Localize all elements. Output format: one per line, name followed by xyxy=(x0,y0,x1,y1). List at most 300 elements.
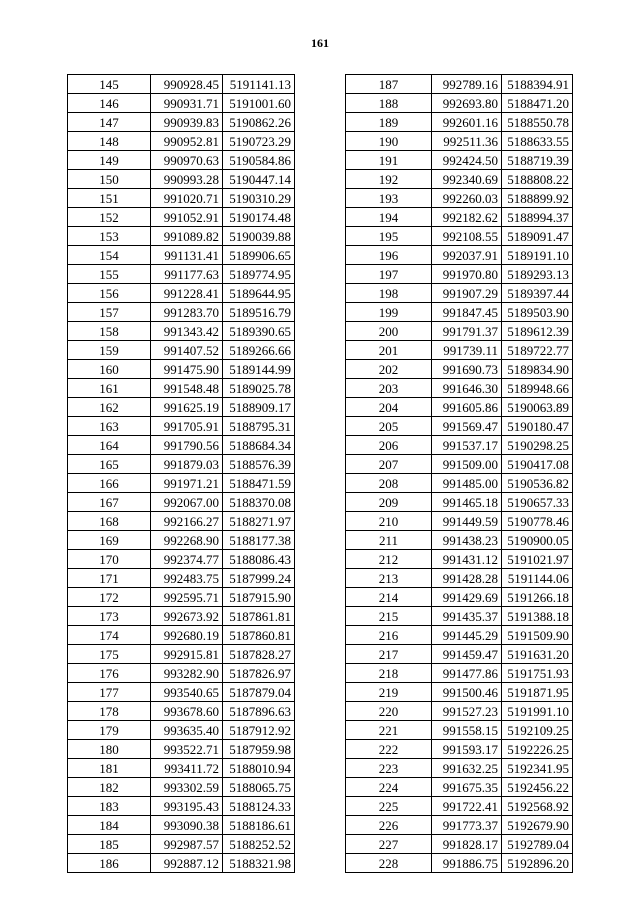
x-coordinate-cell: 991593.17 xyxy=(432,740,502,759)
y-coordinate-cell: 5188719.39 xyxy=(502,151,573,170)
y-coordinate-cell: 5191751.93 xyxy=(502,664,573,683)
y-coordinate-cell: 5191001.60 xyxy=(223,94,295,113)
y-coordinate-cell: 5188633.55 xyxy=(502,132,573,151)
table-row xyxy=(68,303,295,322)
y-coordinate-cell: 5188370.08 xyxy=(223,493,295,512)
x-coordinate-cell: 992268.90 xyxy=(151,531,223,550)
point-number-cell: 156 xyxy=(68,284,151,303)
x-coordinate-cell: 992260.03 xyxy=(432,189,502,208)
point-number-cell: 173 xyxy=(68,607,151,626)
table-row xyxy=(346,341,573,360)
y-coordinate-cell: 5190584.86 xyxy=(223,151,295,170)
point-number-cell: 198 xyxy=(346,284,432,303)
x-coordinate-cell: 992424.50 xyxy=(432,151,502,170)
y-coordinate-cell: 5189722.77 xyxy=(502,341,573,360)
point-number-cell: 155 xyxy=(68,265,151,284)
point-number-cell: 172 xyxy=(68,588,151,607)
point-number-cell: 168 xyxy=(68,512,151,531)
table-row xyxy=(68,75,295,94)
point-number-cell: 218 xyxy=(346,664,432,683)
table-row xyxy=(346,227,573,246)
table-row xyxy=(346,379,573,398)
y-coordinate-cell: 5188909.17 xyxy=(223,398,295,417)
point-number-cell: 192 xyxy=(346,170,432,189)
y-coordinate-cell: 5190039.88 xyxy=(223,227,295,246)
table-row xyxy=(68,816,295,835)
point-number-cell: 165 xyxy=(68,455,151,474)
x-coordinate-cell: 991828.17 xyxy=(432,835,502,854)
y-coordinate-cell: 5189612.39 xyxy=(502,322,573,341)
y-coordinate-cell: 5192109.25 xyxy=(502,721,573,740)
table-row xyxy=(68,113,295,132)
x-coordinate-cell: 992340.69 xyxy=(432,170,502,189)
point-number-cell: 194 xyxy=(346,208,432,227)
table-row xyxy=(68,854,295,873)
x-coordinate-cell: 991131.41 xyxy=(151,246,223,265)
y-coordinate-cell: 5189774.95 xyxy=(223,265,295,284)
y-coordinate-cell: 5190900.05 xyxy=(502,531,573,550)
x-coordinate-cell: 993195.43 xyxy=(151,797,223,816)
table-row xyxy=(68,778,295,797)
point-number-cell: 219 xyxy=(346,683,432,702)
table-row xyxy=(68,550,295,569)
table-row xyxy=(68,474,295,493)
x-coordinate-cell: 991971.21 xyxy=(151,474,223,493)
y-coordinate-cell: 5192789.04 xyxy=(502,835,573,854)
x-coordinate-cell: 992789.16 xyxy=(432,75,502,94)
x-coordinate-cell: 991569.47 xyxy=(432,417,502,436)
x-coordinate-cell: 991791.37 xyxy=(432,322,502,341)
table-row xyxy=(68,664,295,683)
point-number-cell: 216 xyxy=(346,626,432,645)
table-row xyxy=(346,721,573,740)
x-coordinate-cell: 992483.75 xyxy=(151,569,223,588)
x-coordinate-cell: 992067.00 xyxy=(151,493,223,512)
x-coordinate-cell: 991847.45 xyxy=(432,303,502,322)
y-coordinate-cell: 5189503.90 xyxy=(502,303,573,322)
x-coordinate-cell: 992511.36 xyxy=(432,132,502,151)
table-row xyxy=(68,341,295,360)
table-row xyxy=(346,778,573,797)
x-coordinate-cell: 991052.91 xyxy=(151,208,223,227)
point-number-cell: 227 xyxy=(346,835,432,854)
table-row xyxy=(346,683,573,702)
point-number-cell: 223 xyxy=(346,759,432,778)
x-coordinate-cell: 991605.86 xyxy=(432,398,502,417)
y-coordinate-cell: 5190298.25 xyxy=(502,436,573,455)
table-row xyxy=(68,607,295,626)
point-number-cell: 220 xyxy=(346,702,432,721)
y-coordinate-cell: 5189644.95 xyxy=(223,284,295,303)
y-coordinate-cell: 5187915.90 xyxy=(223,588,295,607)
point-number-cell: 193 xyxy=(346,189,432,208)
y-coordinate-cell: 5188177.38 xyxy=(223,531,295,550)
point-number-cell: 150 xyxy=(68,170,151,189)
y-coordinate-cell: 5192456.22 xyxy=(502,778,573,797)
y-coordinate-cell: 5189091.47 xyxy=(502,227,573,246)
x-coordinate-cell: 991020.71 xyxy=(151,189,223,208)
x-coordinate-cell: 993522.71 xyxy=(151,740,223,759)
y-coordinate-cell: 5190862.26 xyxy=(223,113,295,132)
table-row xyxy=(68,493,295,512)
table-row xyxy=(68,512,295,531)
table-row xyxy=(68,189,295,208)
table-row xyxy=(346,284,573,303)
point-number-cell: 166 xyxy=(68,474,151,493)
point-number-cell: 206 xyxy=(346,436,432,455)
table-row xyxy=(68,151,295,170)
y-coordinate-cell: 5189191.10 xyxy=(502,246,573,265)
table-row xyxy=(68,797,295,816)
table-row xyxy=(68,227,295,246)
x-coordinate-cell: 991970.80 xyxy=(432,265,502,284)
x-coordinate-cell: 991465.18 xyxy=(432,493,502,512)
y-coordinate-cell: 5192568.92 xyxy=(502,797,573,816)
point-number-cell: 204 xyxy=(346,398,432,417)
point-number-cell: 203 xyxy=(346,379,432,398)
x-coordinate-cell: 991459.47 xyxy=(432,645,502,664)
x-coordinate-cell: 991435.37 xyxy=(432,607,502,626)
x-coordinate-cell: 991705.91 xyxy=(151,417,223,436)
point-number-cell: 196 xyxy=(346,246,432,265)
x-coordinate-cell: 992693.80 xyxy=(432,94,502,113)
table-row xyxy=(346,664,573,683)
table-row xyxy=(346,816,573,835)
table-row xyxy=(68,360,295,379)
x-coordinate-cell: 992987.57 xyxy=(151,835,223,854)
x-coordinate-cell: 991449.59 xyxy=(432,512,502,531)
y-coordinate-cell: 5190657.33 xyxy=(502,493,573,512)
y-coordinate-cell: 5188124.33 xyxy=(223,797,295,816)
point-number-cell: 154 xyxy=(68,246,151,265)
y-coordinate-cell: 5188550.78 xyxy=(502,113,573,132)
x-coordinate-cell: 993540.65 xyxy=(151,683,223,702)
x-coordinate-cell: 992595.71 xyxy=(151,588,223,607)
x-coordinate-cell: 993302.59 xyxy=(151,778,223,797)
y-coordinate-cell: 5188065.75 xyxy=(223,778,295,797)
table-row xyxy=(346,512,573,531)
table-row xyxy=(346,531,573,550)
point-number-cell: 199 xyxy=(346,303,432,322)
x-coordinate-cell: 990931.71 xyxy=(151,94,223,113)
x-coordinate-cell: 990993.28 xyxy=(151,170,223,189)
point-number-cell: 174 xyxy=(68,626,151,645)
table-row xyxy=(68,436,295,455)
table-row xyxy=(346,94,573,113)
x-coordinate-cell: 990939.83 xyxy=(151,113,223,132)
table-row xyxy=(68,531,295,550)
point-number-cell: 191 xyxy=(346,151,432,170)
point-number-cell: 208 xyxy=(346,474,432,493)
y-coordinate-cell: 5192896.20 xyxy=(502,854,573,873)
point-number-cell: 213 xyxy=(346,569,432,588)
x-coordinate-cell: 990928.45 xyxy=(151,75,223,94)
table-row xyxy=(346,550,573,569)
table-row xyxy=(346,170,573,189)
y-coordinate-cell: 5188394.91 xyxy=(502,75,573,94)
point-number-cell: 169 xyxy=(68,531,151,550)
y-coordinate-cell: 5189144.99 xyxy=(223,360,295,379)
table-row xyxy=(68,626,295,645)
x-coordinate-cell: 991773.37 xyxy=(432,816,502,835)
x-coordinate-cell: 990970.63 xyxy=(151,151,223,170)
point-number-cell: 209 xyxy=(346,493,432,512)
coordinates-table-left xyxy=(67,74,295,873)
x-coordinate-cell: 992601.16 xyxy=(432,113,502,132)
x-coordinate-cell: 991632.25 xyxy=(432,759,502,778)
y-coordinate-cell: 5190174.48 xyxy=(223,208,295,227)
point-number-cell: 201 xyxy=(346,341,432,360)
table-row xyxy=(68,683,295,702)
table-row xyxy=(346,189,573,208)
table-row xyxy=(346,835,573,854)
x-coordinate-cell: 991407.52 xyxy=(151,341,223,360)
x-coordinate-cell: 992887.12 xyxy=(151,854,223,873)
y-coordinate-cell: 5188010.94 xyxy=(223,759,295,778)
point-number-cell: 224 xyxy=(346,778,432,797)
table-row xyxy=(346,797,573,816)
x-coordinate-cell: 991537.17 xyxy=(432,436,502,455)
point-number-cell: 189 xyxy=(346,113,432,132)
table-row xyxy=(346,569,573,588)
x-coordinate-cell: 992108.55 xyxy=(432,227,502,246)
x-coordinate-cell: 991445.29 xyxy=(432,626,502,645)
point-number-cell: 188 xyxy=(346,94,432,113)
table-row xyxy=(68,740,295,759)
table-row xyxy=(68,265,295,284)
x-coordinate-cell: 993678.60 xyxy=(151,702,223,721)
x-coordinate-cell: 991343.42 xyxy=(151,322,223,341)
table-row xyxy=(68,702,295,721)
point-number-cell: 159 xyxy=(68,341,151,360)
y-coordinate-cell: 5188684.34 xyxy=(223,436,295,455)
point-number-cell: 212 xyxy=(346,550,432,569)
table-row xyxy=(346,474,573,493)
x-coordinate-cell: 991558.15 xyxy=(432,721,502,740)
point-number-cell: 162 xyxy=(68,398,151,417)
table-row xyxy=(346,645,573,664)
table-row xyxy=(68,588,295,607)
y-coordinate-cell: 5188808.22 xyxy=(502,170,573,189)
table-body xyxy=(68,75,295,873)
table-row xyxy=(346,246,573,265)
point-number-cell: 182 xyxy=(68,778,151,797)
table-row xyxy=(68,170,295,189)
point-number-cell: 221 xyxy=(346,721,432,740)
point-number-cell: 184 xyxy=(68,816,151,835)
y-coordinate-cell: 5192341.95 xyxy=(502,759,573,778)
x-coordinate-cell: 993411.72 xyxy=(151,759,223,778)
y-coordinate-cell: 5189906.65 xyxy=(223,246,295,265)
y-coordinate-cell: 5190063.89 xyxy=(502,398,573,417)
table-row xyxy=(68,132,295,151)
x-coordinate-cell: 992037.91 xyxy=(432,246,502,265)
x-coordinate-cell: 991675.35 xyxy=(432,778,502,797)
y-coordinate-cell: 5191266.18 xyxy=(502,588,573,607)
y-coordinate-cell: 5189516.79 xyxy=(223,303,295,322)
point-number-cell: 170 xyxy=(68,550,151,569)
point-number-cell: 190 xyxy=(346,132,432,151)
table-row xyxy=(346,740,573,759)
y-coordinate-cell: 5189025.78 xyxy=(223,379,295,398)
point-number-cell: 152 xyxy=(68,208,151,227)
point-number-cell: 178 xyxy=(68,702,151,721)
point-number-cell: 207 xyxy=(346,455,432,474)
y-coordinate-cell: 5191631.20 xyxy=(502,645,573,664)
point-number-cell: 179 xyxy=(68,721,151,740)
y-coordinate-cell: 5188795.31 xyxy=(223,417,295,436)
table-row xyxy=(346,398,573,417)
y-coordinate-cell: 5187860.81 xyxy=(223,626,295,645)
point-number-cell: 146 xyxy=(68,94,151,113)
point-number-cell: 151 xyxy=(68,189,151,208)
table-row xyxy=(346,436,573,455)
y-coordinate-cell: 5192226.25 xyxy=(502,740,573,759)
point-number-cell: 148 xyxy=(68,132,151,151)
y-coordinate-cell: 5190447.14 xyxy=(223,170,295,189)
table-row xyxy=(346,208,573,227)
y-coordinate-cell: 5191871.95 xyxy=(502,683,573,702)
point-number-cell: 202 xyxy=(346,360,432,379)
table-row xyxy=(346,303,573,322)
point-number-cell: 226 xyxy=(346,816,432,835)
point-number-cell: 158 xyxy=(68,322,151,341)
y-coordinate-cell: 5190536.82 xyxy=(502,474,573,493)
x-coordinate-cell: 991907.29 xyxy=(432,284,502,303)
x-coordinate-cell: 991177.63 xyxy=(151,265,223,284)
y-coordinate-cell: 5188994.37 xyxy=(502,208,573,227)
table-row xyxy=(346,607,573,626)
point-number-cell: 163 xyxy=(68,417,151,436)
y-coordinate-cell: 5189948.66 xyxy=(502,379,573,398)
y-coordinate-cell: 5191509.90 xyxy=(502,626,573,645)
x-coordinate-cell: 992182.62 xyxy=(432,208,502,227)
table-row xyxy=(68,398,295,417)
x-coordinate-cell: 992915.81 xyxy=(151,645,223,664)
y-coordinate-cell: 5191144.06 xyxy=(502,569,573,588)
table-row xyxy=(346,455,573,474)
coordinates-table-right xyxy=(345,74,573,873)
y-coordinate-cell: 5187896.63 xyxy=(223,702,295,721)
table-row xyxy=(68,721,295,740)
point-number-cell: 217 xyxy=(346,645,432,664)
y-coordinate-cell: 5192679.90 xyxy=(502,816,573,835)
point-number-cell: 195 xyxy=(346,227,432,246)
y-coordinate-cell: 5191388.18 xyxy=(502,607,573,626)
x-coordinate-cell: 991690.73 xyxy=(432,360,502,379)
table-row xyxy=(68,835,295,854)
y-coordinate-cell: 5189293.13 xyxy=(502,265,573,284)
y-coordinate-cell: 5188899.92 xyxy=(502,189,573,208)
y-coordinate-cell: 5191141.13 xyxy=(223,75,295,94)
point-number-cell: 180 xyxy=(68,740,151,759)
table-row xyxy=(346,854,573,873)
table-row xyxy=(68,94,295,113)
x-coordinate-cell: 991625.19 xyxy=(151,398,223,417)
y-coordinate-cell: 5188471.59 xyxy=(223,474,295,493)
x-coordinate-cell: 991431.12 xyxy=(432,550,502,569)
point-number-cell: 147 xyxy=(68,113,151,132)
y-coordinate-cell: 5190417.08 xyxy=(502,455,573,474)
x-coordinate-cell: 991475.90 xyxy=(151,360,223,379)
x-coordinate-cell: 991886.75 xyxy=(432,854,502,873)
x-coordinate-cell: 991477.86 xyxy=(432,664,502,683)
y-coordinate-cell: 5187861.81 xyxy=(223,607,295,626)
table-row xyxy=(346,75,573,94)
table-row xyxy=(346,417,573,436)
point-number-cell: 175 xyxy=(68,645,151,664)
table-row xyxy=(68,208,295,227)
point-number-cell: 205 xyxy=(346,417,432,436)
table-row xyxy=(346,759,573,778)
y-coordinate-cell: 5188186.61 xyxy=(223,816,295,835)
y-coordinate-cell: 5187959.98 xyxy=(223,740,295,759)
point-number-cell: 145 xyxy=(68,75,151,94)
x-coordinate-cell: 991879.03 xyxy=(151,455,223,474)
table-row xyxy=(68,569,295,588)
table-row xyxy=(346,702,573,721)
y-coordinate-cell: 5191991.10 xyxy=(502,702,573,721)
y-coordinate-cell: 5189266.66 xyxy=(223,341,295,360)
table-row xyxy=(68,759,295,778)
point-number-cell: 186 xyxy=(68,854,151,873)
x-coordinate-cell: 991283.70 xyxy=(151,303,223,322)
y-coordinate-cell: 5187999.24 xyxy=(223,569,295,588)
point-number-cell: 164 xyxy=(68,436,151,455)
y-coordinate-cell: 5188321.98 xyxy=(223,854,295,873)
point-number-cell: 181 xyxy=(68,759,151,778)
x-coordinate-cell: 990952.81 xyxy=(151,132,223,151)
table-row xyxy=(346,151,573,170)
x-coordinate-cell: 991739.11 xyxy=(432,341,502,360)
point-number-cell: 161 xyxy=(68,379,151,398)
y-coordinate-cell: 5189834.90 xyxy=(502,360,573,379)
point-number-cell: 157 xyxy=(68,303,151,322)
x-coordinate-cell: 991790.56 xyxy=(151,436,223,455)
table-row xyxy=(68,322,295,341)
x-coordinate-cell: 992680.19 xyxy=(151,626,223,645)
y-coordinate-cell: 5189397.44 xyxy=(502,284,573,303)
x-coordinate-cell: 991089.82 xyxy=(151,227,223,246)
y-coordinate-cell: 5188471.20 xyxy=(502,94,573,113)
point-number-cell: 222 xyxy=(346,740,432,759)
point-number-cell: 210 xyxy=(346,512,432,531)
x-coordinate-cell: 992673.92 xyxy=(151,607,223,626)
y-coordinate-cell: 5187828.27 xyxy=(223,645,295,664)
y-coordinate-cell: 5188252.52 xyxy=(223,835,295,854)
x-coordinate-cell: 991500.46 xyxy=(432,683,502,702)
y-coordinate-cell: 5187912.92 xyxy=(223,721,295,740)
table-row xyxy=(68,379,295,398)
point-number-cell: 197 xyxy=(346,265,432,284)
point-number-cell: 214 xyxy=(346,588,432,607)
point-number-cell: 153 xyxy=(68,227,151,246)
table-row xyxy=(68,645,295,664)
x-coordinate-cell: 993282.90 xyxy=(151,664,223,683)
point-number-cell: 200 xyxy=(346,322,432,341)
x-coordinate-cell: 991509.00 xyxy=(432,455,502,474)
table-row xyxy=(68,417,295,436)
y-coordinate-cell: 5187826.97 xyxy=(223,664,295,683)
x-coordinate-cell: 993635.40 xyxy=(151,721,223,740)
x-coordinate-cell: 991527.23 xyxy=(432,702,502,721)
x-coordinate-cell: 991548.48 xyxy=(151,379,223,398)
x-coordinate-cell: 992374.77 xyxy=(151,550,223,569)
table-row xyxy=(68,246,295,265)
y-coordinate-cell: 5188086.43 xyxy=(223,550,295,569)
x-coordinate-cell: 991438.23 xyxy=(432,531,502,550)
x-coordinate-cell: 991485.00 xyxy=(432,474,502,493)
